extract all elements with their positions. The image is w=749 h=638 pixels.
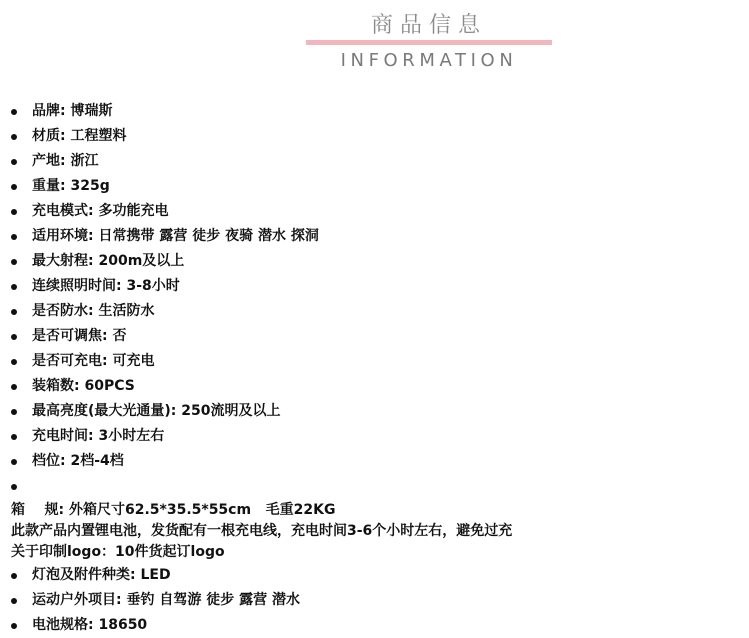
note-battery: 此款产品内置锂电池，发货配有一根充电线，充电时间3-6个小时左右，避免过充 xyxy=(11,523,513,539)
spec-item-pack-qty: 装箱数: 60PCS xyxy=(0,374,749,399)
spec-item-runtime: 连续照明时间: 3-8小时 xyxy=(0,274,749,299)
spec-item-charge-mode: 充电模式: 多功能充电 xyxy=(0,199,749,224)
spec-item-brightness: 最高亮度(最大光通量): 250流明及以上 xyxy=(0,399,749,424)
spec-item-rechargeable: 是否可充电: 可充电 xyxy=(0,349,749,374)
spec-item-charge-time: 充电时间: 3小时左右 xyxy=(0,424,749,449)
spec-item-range: 最大射程: 200m及以上 xyxy=(0,249,749,274)
banner-accent-bar xyxy=(306,40,552,45)
banner-title-en: INFORMATION xyxy=(340,50,518,71)
spec-item-brand: 品牌: 博瑞斯 xyxy=(0,99,749,124)
spec-item-battery: 电池规格: 18650 xyxy=(0,613,749,638)
spec-item-bulb: 灯泡及附件种类: LED xyxy=(0,563,749,588)
spec-item-environment: 适用环境: 日常携带 露营 徒步 夜骑 潜水 探洞 xyxy=(0,224,749,249)
banner-title-cn: 商品信息 xyxy=(370,13,487,38)
spec-list xyxy=(0,99,749,499)
spec-list-more xyxy=(0,563,749,638)
spec-item-material: 材质: 工程塑料 xyxy=(0,124,749,149)
info-banner xyxy=(0,0,749,80)
spec-item-weight: 重量: 325g xyxy=(0,174,749,199)
spec-item-sports: 运动户外项目: 垂钓 自驾游 徒步 露营 潜水 xyxy=(0,588,749,613)
note-logo: 关于印制logo：10件货起订logo xyxy=(11,544,225,560)
product-info xyxy=(0,99,749,638)
spec-item-origin: 产地: 浙江 xyxy=(0,149,749,174)
spec-item-empty xyxy=(0,474,749,499)
note-carton: 箱 规: 外箱尺寸62.5*35.5*55cm 毛重22KG xyxy=(11,502,336,518)
spec-item-waterproof: 是否防水: 生活防水 xyxy=(0,299,749,324)
spec-item-modes: 档位: 2档-4档 xyxy=(0,449,749,474)
spec-item-focus: 是否可调焦: 否 xyxy=(0,324,749,349)
